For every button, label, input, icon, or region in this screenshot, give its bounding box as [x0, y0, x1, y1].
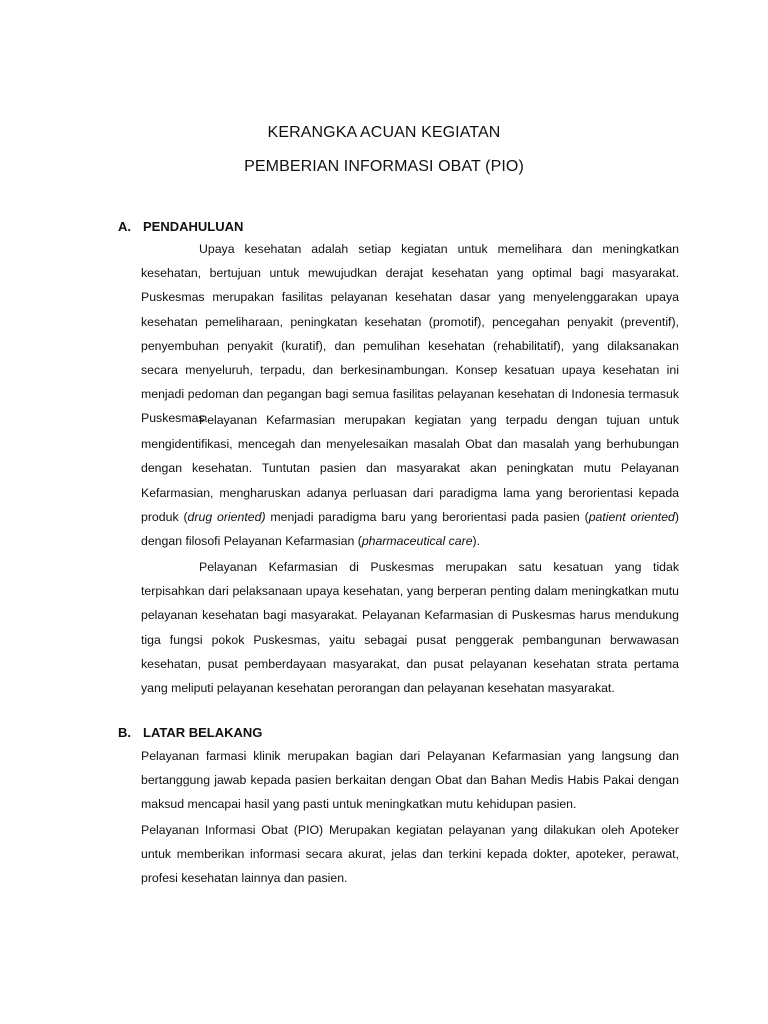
p2-italic-3: pharmaceutical care	[361, 534, 473, 549]
section-b-paragraph-2: Pelayanan Informasi Obat (PIO) Merupakan kegiatan pelayanan yang dilakukan oleh Apoteker untuk memberikan informasi secara akurat, jelas dan terkini kepada dokter, apoteker, perawat, profesi kesehatan lainnya dan pasien.	[141, 823, 679, 886]
p2-text-4: ).	[472, 534, 481, 549]
section-a-letter: A.	[118, 219, 131, 234]
section-a-paragraph-1: Upaya kesehatan adalah setiap kegiatan untuk memelihara dan meningkatkan kesehatan, bertujuan untuk mewujudkan derajat kesehatan yang optimal bagi masyarakat. Puskesmas merupakan fasilitas pelayanan kesehatan dasar yang menyelenggarakan upaya kesehatan pemeliharaan, peningkatan kesehatan (promotif), pencegahan penyakit (preventif), penyembuhan penyakit (kuratif), dan pemulihan kesehatan (rehabilitatif), yang dilaksanakan secara menyeluruh, terpadu, dan berkesinambungan. Konsep kesatuan upaya kesehatan ini menjadi pedoman dan pegangan bagi semua fasilitas pelayanan kesehatan di Indonesia termasuk Puskesmas.	[141, 242, 679, 426]
p2-italic-2: patient oriented	[588, 509, 675, 524]
section-b-paragraph-1: Pelayanan farmasi klinik merupakan bagian dari Pelayanan Kefarmasian yang langsung dan bertanggung jawab kepada pasien berkaitan dengan Obat dan Bahan Medis Habis Pakai dengan maksud mencapai hasil yang pasti untuk meningkatkan mutu kehidupan pasien.	[141, 749, 679, 812]
section-b-letter: B.	[118, 725, 131, 740]
section-a-paragraph-3: Pelayanan Kefarmasian di Puskesmas merupakan satu kesatuan yang tidak terpisahkan dari pelaksanaan upaya kesehatan, yang berperan penting dalam meningkatkan mutu pelayanan kesehatan bagi masyarakat. Pelayanan Kefarmasian di Puskesmas harus mendukung tiga fungsi pokok Puskesmas, yaitu sebagai pusat penggerak pembangunan berwawasan kesehatan, pusat pemberdayaan masyarakat, dan pusat pelayanan kesehatan strata pertama yang meliputi pelayanan kesehatan perorangan dan pelayanan kesehatan masyarakat.	[141, 560, 679, 696]
section-b-title: LATAR BELAKANG	[143, 725, 263, 740]
section-a-title: PENDAHULUAN	[143, 219, 244, 234]
document-title: KERANGKA ACUAN KEGIATAN	[267, 124, 501, 141]
document-subtitle: PEMBERIAN INFORMASI OBAT (PIO)	[244, 158, 524, 175]
section-a-paragraph-2	[141, 408, 679, 553]
section-a-heading	[118, 219, 243, 234]
p2-text-2: menjadi paradigma baru yang berorientasi pada pasien (	[265, 509, 589, 524]
p2-italic-1: drug oriented)	[187, 509, 266, 524]
section-b-heading	[118, 725, 262, 740]
p2-text-1: Pelayanan Kefarmasian merupakan kegiatan yang terpadu dengan tujuan untuk mengidentifikasi, mencegah dan menyelesaikan masalah Obat dan masalah yang berhubungan dengan kesehatan. Tuntutan pasien dan masyarakat akan peningkatan mutu Pelayanan Kefarmasian, mengharuskan adanya perluasan dari paradigma lama yang berorientasi kepada produk (	[141, 413, 679, 524]
p2-text-3: ) dengan filosofi Pelayanan Kefarmasian (	[141, 509, 679, 549]
